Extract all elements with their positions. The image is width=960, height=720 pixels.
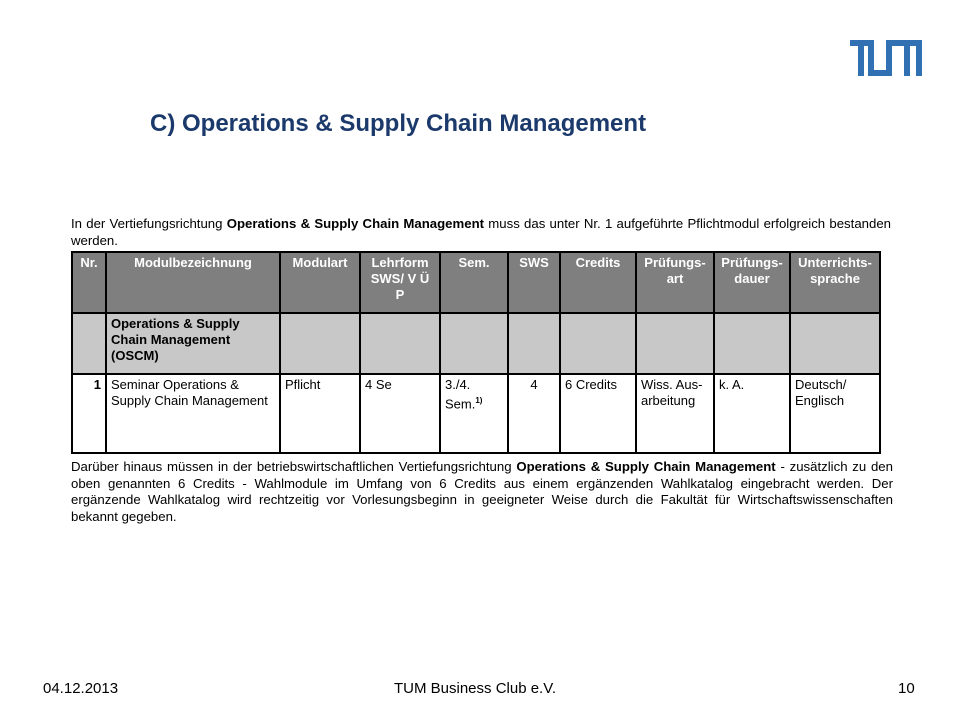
outro-text-1: Darüber hinaus müssen in der betriebswirtschaftlichen Vertiefungsrichtung <box>71 459 517 474</box>
cell-modulart: Pflicht <box>280 374 360 453</box>
tum-logo <box>850 40 922 76</box>
cell-unterrichtssprache: Deutsch/ Englisch <box>790 374 880 453</box>
cell-nr: 1 <box>72 374 106 453</box>
section-cell <box>360 313 440 374</box>
cell-sem-text: 3./4. Sem. <box>445 377 476 412</box>
cell-pruefungsart: Wiss. Aus-arbeitung <box>636 374 714 453</box>
footer-date: 04.12.2013 <box>43 680 119 697</box>
header-pruefungsart: Prüfungs-art <box>636 252 714 313</box>
footer-organization: TUM Business Club e.V. <box>394 680 557 697</box>
section-cell <box>440 313 508 374</box>
section-cell <box>280 313 360 374</box>
intro-text-bold: Operations & Supply Chain Management <box>226 216 485 231</box>
page-number: 10 <box>898 680 915 697</box>
header-modulart: Modulart <box>280 252 360 313</box>
section-cell-nr <box>72 313 106 374</box>
intro-text-2: muss das unter Nr. 1 aufgeführte Pflichtmodul erfolgreich bestanden werden. <box>71 216 891 248</box>
section-cell <box>714 313 790 374</box>
section-cell <box>508 313 560 374</box>
cell-modulbezeichnung: Seminar Operations & Supply Chain Management <box>106 374 280 453</box>
cell-lehrform: 4 Se <box>360 374 440 453</box>
module-table <box>71 251 881 454</box>
section-cell <box>790 313 880 374</box>
outro-text-bold: Operations & Supply Chain Management <box>516 459 776 474</box>
cell-pruefungsdauer: k. A. <box>714 374 790 453</box>
slide-title: C) Operations & Supply Chain Management <box>150 110 647 137</box>
footnote-marker: 1) <box>475 396 483 405</box>
table-row <box>72 374 880 453</box>
header-unterrichtssprache: Unterrichts-sprache <box>790 252 880 313</box>
cell-sem <box>440 374 508 453</box>
section-cell <box>636 313 714 374</box>
cell-sws: 4 <box>508 374 560 453</box>
header-credits: Credits <box>560 252 636 313</box>
section-cell <box>560 313 636 374</box>
intro-paragraph <box>71 216 891 249</box>
table-header-row <box>72 252 880 313</box>
table-section-row <box>72 313 880 374</box>
intro-text-1: In der Vertiefungsrichtung <box>71 216 227 231</box>
header-modulbezeichnung: Modulbezeichnung <box>106 252 280 313</box>
outro-text-2: - zusätzlich zu den oben genannten 6 Credits - Wahlmodule im Umfang von 6 Credits aus einem ergänzenden Wahlkatalog eingebracht werden. Der ergänzende Wahlkatalog wird rechtzeitig vor Vorlesungsbeginn in geeigneter Weise durch die Fakultät für Wirtschaftswissenschaften bekannt gegeben. <box>71 459 893 524</box>
header-sws: SWS <box>508 252 560 313</box>
header-sem: Sem. <box>440 252 508 313</box>
section-label: Operations & Supply Chain Management (OSCM) <box>106 313 280 374</box>
outro-paragraph <box>71 459 893 525</box>
header-nr: Nr. <box>72 252 106 313</box>
header-lehrform: Lehrform SWS/ V Ü P <box>360 252 440 313</box>
cell-credits: 6 Credits <box>560 374 636 453</box>
header-pruefungsdauer: Prüfungs-dauer <box>714 252 790 313</box>
